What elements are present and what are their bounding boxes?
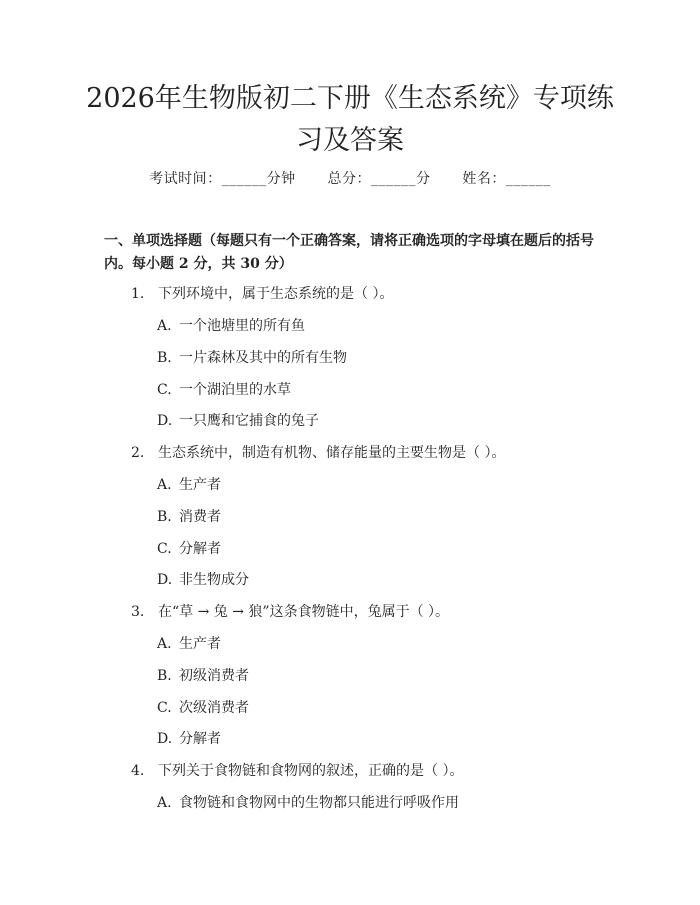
option-text: 分解者 — [179, 541, 221, 557]
option-text: 分解者 — [179, 731, 221, 747]
option-text: 次级消费者 — [179, 700, 249, 716]
question-text: 生态系统中，制造有机物、储存能量的主要生物是（ ）。 — [158, 445, 506, 461]
option-text: 一个湖泊里的水草 — [179, 382, 291, 398]
option-letter: A. — [157, 636, 172, 652]
option-text: 生产者 — [179, 477, 221, 493]
question-1-option-d — [157, 410, 319, 430]
option-letter: A. — [157, 477, 172, 493]
option-text: 一片森林及其中的所有生物 — [179, 350, 347, 366]
option-letter: B. — [157, 350, 172, 366]
question-2 — [131, 442, 505, 462]
option-text: 生产者 — [179, 636, 221, 652]
option-text: 非生物成分 — [179, 572, 249, 588]
question-1-option-b — [157, 347, 347, 367]
question-4-option-a — [157, 792, 459, 812]
question-3-option-d — [157, 728, 221, 748]
question-1-option-a — [157, 315, 305, 335]
question-3 — [131, 601, 449, 621]
option-text: 消费者 — [179, 509, 221, 525]
question-4 — [131, 760, 463, 780]
option-text: 一只鹰和它捕食的兔子 — [179, 413, 319, 429]
question-number: 3. — [131, 604, 145, 620]
question-text: 下列关于食物链和食物网的叙述，正确的是（ ）。 — [158, 763, 464, 779]
section-heading-single-choice: 一、单项选择题（每题只有一个正确答案，请将正确选项的字母填在题后的括号内。每小题 2 分，共 30 分） — [104, 233, 594, 272]
question-1-option-c — [157, 379, 291, 399]
option-letter: C. — [157, 541, 172, 557]
question-text: 下列环境中，属于生态系统的是（ ）。 — [158, 286, 394, 302]
question-2-option-b — [157, 506, 221, 526]
exam-time-label: 考试时间：______分钟 — [149, 171, 296, 187]
question-number: 4. — [131, 763, 145, 779]
question-text: 在“草 → 兔 → 狼”这条食物链中，兔属于（ ）。 — [158, 604, 450, 620]
total-score-label: 总分：______分 — [327, 171, 431, 187]
option-text: 初级消费者 — [179, 668, 249, 684]
question-2-option-c — [157, 538, 221, 558]
option-letter: C. — [157, 382, 172, 398]
page-title: 2026年生物版初二下册《生态系统》专项练习及答案 — [86, 83, 614, 156]
question-number: 2. — [131, 445, 145, 461]
exam-info — [0, 168, 700, 188]
option-text: 食物链和食物网中的生物都只能进行呼吸作用 — [179, 795, 459, 811]
question-number: 1. — [131, 286, 145, 302]
option-letter: B. — [157, 668, 172, 684]
option-letter: D. — [157, 731, 173, 747]
student-name-label: 姓名：______ — [462, 171, 551, 187]
question-3-option-b — [157, 665, 249, 685]
question-2-option-d — [157, 569, 249, 589]
option-letter: D. — [157, 572, 173, 588]
option-letter: D. — [157, 413, 173, 429]
option-letter: C. — [157, 700, 172, 716]
option-letter: A. — [157, 795, 172, 811]
option-letter: A. — [157, 318, 172, 334]
option-letter: B. — [157, 509, 172, 525]
question-1 — [131, 283, 393, 303]
question-3-option-c — [157, 697, 249, 717]
question-3-option-a — [157, 633, 221, 653]
question-2-option-a — [157, 474, 221, 494]
option-text: 一个池塘里的所有鱼 — [179, 318, 305, 334]
